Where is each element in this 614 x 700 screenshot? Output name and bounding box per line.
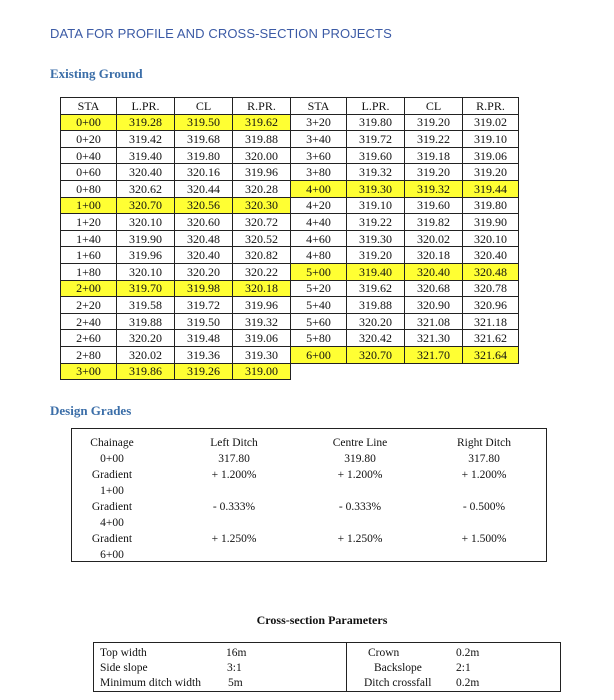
table-header-row	[61, 98, 519, 115]
table-row	[61, 330, 519, 347]
table-cell: 320.02	[405, 230, 463, 247]
table-cell: 320.20	[347, 313, 405, 330]
table-cell: 5+40	[291, 297, 347, 314]
cross-section-box	[93, 642, 561, 692]
table-cell: 320.28	[233, 180, 291, 197]
design-grades-heading: Design Grades	[50, 403, 132, 418]
left-ditch-column	[196, 435, 272, 563]
design-grade-value: 4+00	[100, 517, 124, 529]
existing-ground-table	[60, 97, 519, 380]
table-cell: 1+20	[61, 214, 117, 231]
design-grade-value	[444, 483, 524, 499]
table-row	[61, 280, 519, 297]
table-cell: 320.40	[117, 164, 175, 181]
design-grade-value: - 0.333%	[338, 501, 382, 513]
table-cell: 320.70	[347, 346, 405, 363]
table-cell: 319.30	[347, 180, 405, 197]
table-cell: 319.02	[463, 114, 519, 131]
design-grade-value: - 0.333%	[212, 501, 256, 513]
table-cell: 319.80	[463, 197, 519, 214]
design-grades-box	[71, 428, 547, 562]
table-cell: 319.18	[405, 147, 463, 164]
table-cell: 5+20	[291, 280, 347, 297]
design-grade-value: + 1.250%	[337, 533, 383, 545]
table-cell: 319.20	[405, 114, 463, 131]
table-row	[61, 297, 519, 314]
top-width-label: Top width	[100, 647, 147, 659]
table-cell: 319.70	[117, 280, 175, 297]
table-row	[61, 363, 519, 380]
design-grade-value: + 1.500%	[461, 533, 507, 545]
crown-label: Crown	[368, 647, 400, 659]
table-cell: 319.06	[463, 147, 519, 164]
design-grade-value: - 0.500%	[462, 501, 506, 513]
design-grade-value	[444, 547, 524, 563]
table-cell: 3+00	[61, 363, 117, 380]
table-cell: 319.30	[233, 346, 291, 363]
table-cell: 319.98	[175, 280, 233, 297]
table-cell: 1+80	[61, 263, 117, 280]
table-cell: 319.90	[463, 214, 519, 231]
design-grade-value: + 1.200%	[337, 469, 383, 481]
table-cell: 2+80	[61, 346, 117, 363]
table-cell: 319.68	[175, 131, 233, 148]
table-cell: 319.88	[347, 297, 405, 314]
table-cell: 2+00	[61, 280, 117, 297]
table-cell: 320.10	[463, 230, 519, 247]
table-row	[61, 131, 519, 148]
table-cell: 320.10	[117, 214, 175, 231]
table-cell: 320.40	[405, 263, 463, 280]
table-cell: 320.18	[405, 247, 463, 264]
table-row	[61, 147, 519, 164]
table-cell: 319.32	[233, 313, 291, 330]
table-cell: 0+80	[61, 180, 117, 197]
column-header: R.PR.	[233, 98, 291, 115]
table-cell: 320.68	[405, 280, 463, 297]
design-grade-value	[196, 547, 272, 563]
cross-section-divider	[346, 643, 347, 691]
design-grade-value: 0+00	[100, 453, 124, 465]
table-cell: 319.72	[347, 131, 405, 148]
table-row	[61, 180, 519, 197]
table-cell: 3+60	[291, 147, 347, 164]
table-cell: 319.40	[347, 263, 405, 280]
cross-section-heading: Cross-section Parameters	[256, 613, 388, 627]
centre-line-column	[320, 435, 400, 563]
table-cell: 319.06	[233, 330, 291, 347]
table-cell: 320.82	[233, 247, 291, 264]
table-cell: 320.72	[233, 214, 291, 231]
table-cell: 320.20	[175, 263, 233, 280]
table-cell: 5+80	[291, 330, 347, 347]
design-grade-value	[320, 515, 400, 531]
table-cell: 1+00	[61, 197, 117, 214]
table-cell: 319.26	[175, 363, 233, 380]
design-grade-value: 6+00	[100, 549, 124, 561]
table-cell: 321.18	[463, 313, 519, 330]
table-cell: 320.00	[233, 147, 291, 164]
crown-value: 0.2m	[456, 647, 480, 659]
table-cell: 319.80	[175, 147, 233, 164]
table-cell: 319.96	[233, 164, 291, 181]
table-cell: 5+00	[291, 263, 347, 280]
table-cell: 320.30	[233, 197, 291, 214]
table-cell: 320.48	[463, 263, 519, 280]
min-ditch-width-label: Minimum ditch width	[100, 677, 201, 689]
table-cell: 319.96	[117, 247, 175, 264]
min-ditch-width-value: 5m	[228, 677, 243, 689]
table-cell: 319.50	[175, 313, 233, 330]
table-cell: 320.52	[233, 230, 291, 247]
table-cell: 320.18	[233, 280, 291, 297]
design-grade-value	[196, 483, 272, 499]
table-cell: 319.48	[175, 330, 233, 347]
table-row	[61, 230, 519, 247]
table-cell: 320.90	[405, 297, 463, 314]
table-cell: 5+60	[291, 313, 347, 330]
table-row	[61, 247, 519, 264]
table-cell: 319.60	[405, 197, 463, 214]
side-slope-label: Side slope	[100, 662, 148, 674]
table-cell: 320.40	[463, 247, 519, 264]
column-header: R.PR.	[463, 98, 519, 115]
backslope-label: Backslope	[374, 662, 422, 674]
table-cell: 319.10	[347, 197, 405, 214]
design-grade-value: 317.80	[468, 453, 500, 465]
table-cell: 0+60	[61, 164, 117, 181]
table-cell: 319.44	[463, 180, 519, 197]
table-cell: 319.88	[233, 131, 291, 148]
right-ditch-column	[444, 435, 524, 563]
table-cell: 6+00	[291, 346, 347, 363]
table-cell: 319.00	[233, 363, 291, 380]
design-grade-value: Centre Line	[332, 437, 388, 449]
design-grade-value: 319.80	[344, 453, 376, 465]
design-grade-value: + 1.200%	[461, 469, 507, 481]
table-row	[61, 263, 519, 280]
design-grade-value: + 1.200%	[211, 469, 257, 481]
side-slope-value: 3:1	[227, 662, 242, 674]
table-cell: 320.22	[233, 263, 291, 280]
table-cell: 0+20	[61, 131, 117, 148]
table-cell: 320.40	[175, 247, 233, 264]
table-cell: 319.42	[117, 131, 175, 148]
table-cell: 319.86	[117, 363, 175, 380]
table-cell: 2+60	[61, 330, 117, 347]
table-cell: 320.78	[463, 280, 519, 297]
table-cell: 319.88	[117, 313, 175, 330]
table-cell: 320.44	[175, 180, 233, 197]
table-cell: 319.22	[347, 214, 405, 231]
table-cell: 321.70	[405, 346, 463, 363]
table-cell: 319.82	[405, 214, 463, 231]
table-row	[61, 346, 519, 363]
table-cell: 320.56	[175, 197, 233, 214]
ditch-crossfall-value: 0.2m	[456, 677, 480, 689]
table-cell: 319.50	[175, 114, 233, 131]
table-cell: 319.20	[347, 247, 405, 264]
table-cell: 319.80	[347, 114, 405, 131]
table-cell: 320.16	[175, 164, 233, 181]
table-cell: 319.62	[347, 280, 405, 297]
table-cell: 1+60	[61, 247, 117, 264]
top-width-value: 16m	[226, 647, 247, 659]
table-cell: 320.60	[175, 214, 233, 231]
design-grade-value	[320, 547, 400, 563]
design-grade-value: Gradient	[91, 533, 133, 545]
table-cell: 4+20	[291, 197, 347, 214]
table-cell: 320.02	[117, 346, 175, 363]
table-cell: 3+80	[291, 164, 347, 181]
table-row	[61, 114, 519, 131]
design-grade-value: Gradient	[91, 501, 133, 513]
table-cell: 3+20	[291, 114, 347, 131]
table-row	[61, 313, 519, 330]
design-grade-value: + 1.250%	[211, 533, 257, 545]
table-cell: 3+40	[291, 131, 347, 148]
table-cell: 320.20	[117, 330, 175, 347]
column-header: STA	[61, 98, 117, 115]
chainage-column	[80, 435, 144, 563]
design-grade-value	[320, 483, 400, 499]
table-cell: 2+20	[61, 297, 117, 314]
column-header: L.PR.	[347, 98, 405, 115]
design-grade-value: 317.80	[218, 453, 250, 465]
table-cell: 319.90	[117, 230, 175, 247]
table-cell: 319.96	[233, 297, 291, 314]
table-cell: 1+40	[61, 230, 117, 247]
table-cell: 0+00	[61, 114, 117, 131]
design-grade-value	[196, 515, 272, 531]
table-cell: 319.30	[347, 230, 405, 247]
table-cell: 319.10	[463, 131, 519, 148]
table-cell: 319.36	[175, 346, 233, 363]
table-cell: 320.62	[117, 180, 175, 197]
table-cell: 321.08	[405, 313, 463, 330]
table-cell: 321.64	[463, 346, 519, 363]
table-cell: 320.42	[347, 330, 405, 347]
empty-cell	[291, 363, 519, 380]
table-cell: 2+40	[61, 313, 117, 330]
table-cell: 4+40	[291, 214, 347, 231]
table-cell: 321.62	[463, 330, 519, 347]
column-header: CL	[175, 98, 233, 115]
table-cell: 319.28	[117, 114, 175, 131]
table-cell: 319.72	[175, 297, 233, 314]
column-header: CL	[405, 98, 463, 115]
table-cell: 319.58	[117, 297, 175, 314]
design-grade-value: Chainage	[90, 437, 134, 449]
table-cell: 4+80	[291, 247, 347, 264]
table-cell: 319.22	[405, 131, 463, 148]
design-grade-value	[444, 515, 524, 531]
table-row	[61, 214, 519, 231]
table-cell: 319.40	[117, 147, 175, 164]
table-cell: 319.32	[405, 180, 463, 197]
table-cell: 320.10	[117, 263, 175, 280]
backslope-value: 2:1	[456, 662, 471, 674]
table-row	[61, 164, 519, 181]
page-title: DATA FOR PROFILE AND CROSS-SECTION PROJECTS	[50, 26, 392, 41]
design-grade-value: Gradient	[91, 469, 133, 481]
table-cell: 320.70	[117, 197, 175, 214]
table-cell: 0+40	[61, 147, 117, 164]
column-header: L.PR.	[117, 98, 175, 115]
table-cell: 4+60	[291, 230, 347, 247]
column-header: STA	[291, 98, 347, 115]
design-grade-value: Right Ditch	[457, 437, 511, 449]
existing-ground-heading: Existing Ground	[50, 66, 143, 81]
table-cell: 319.20	[463, 164, 519, 181]
design-grade-value: 1+00	[100, 485, 124, 497]
table-cell: 320.96	[463, 297, 519, 314]
table-cell: 319.32	[347, 164, 405, 181]
table-cell: 4+00	[291, 180, 347, 197]
table-cell: 319.62	[233, 114, 291, 131]
design-grade-value: Left Ditch	[210, 437, 258, 449]
table-cell: 320.48	[175, 230, 233, 247]
table-cell: 321.30	[405, 330, 463, 347]
ditch-crossfall-label: Ditch crossfall	[364, 677, 432, 689]
table-cell: 319.20	[405, 164, 463, 181]
table-cell: 319.60	[347, 147, 405, 164]
table-row	[61, 197, 519, 214]
